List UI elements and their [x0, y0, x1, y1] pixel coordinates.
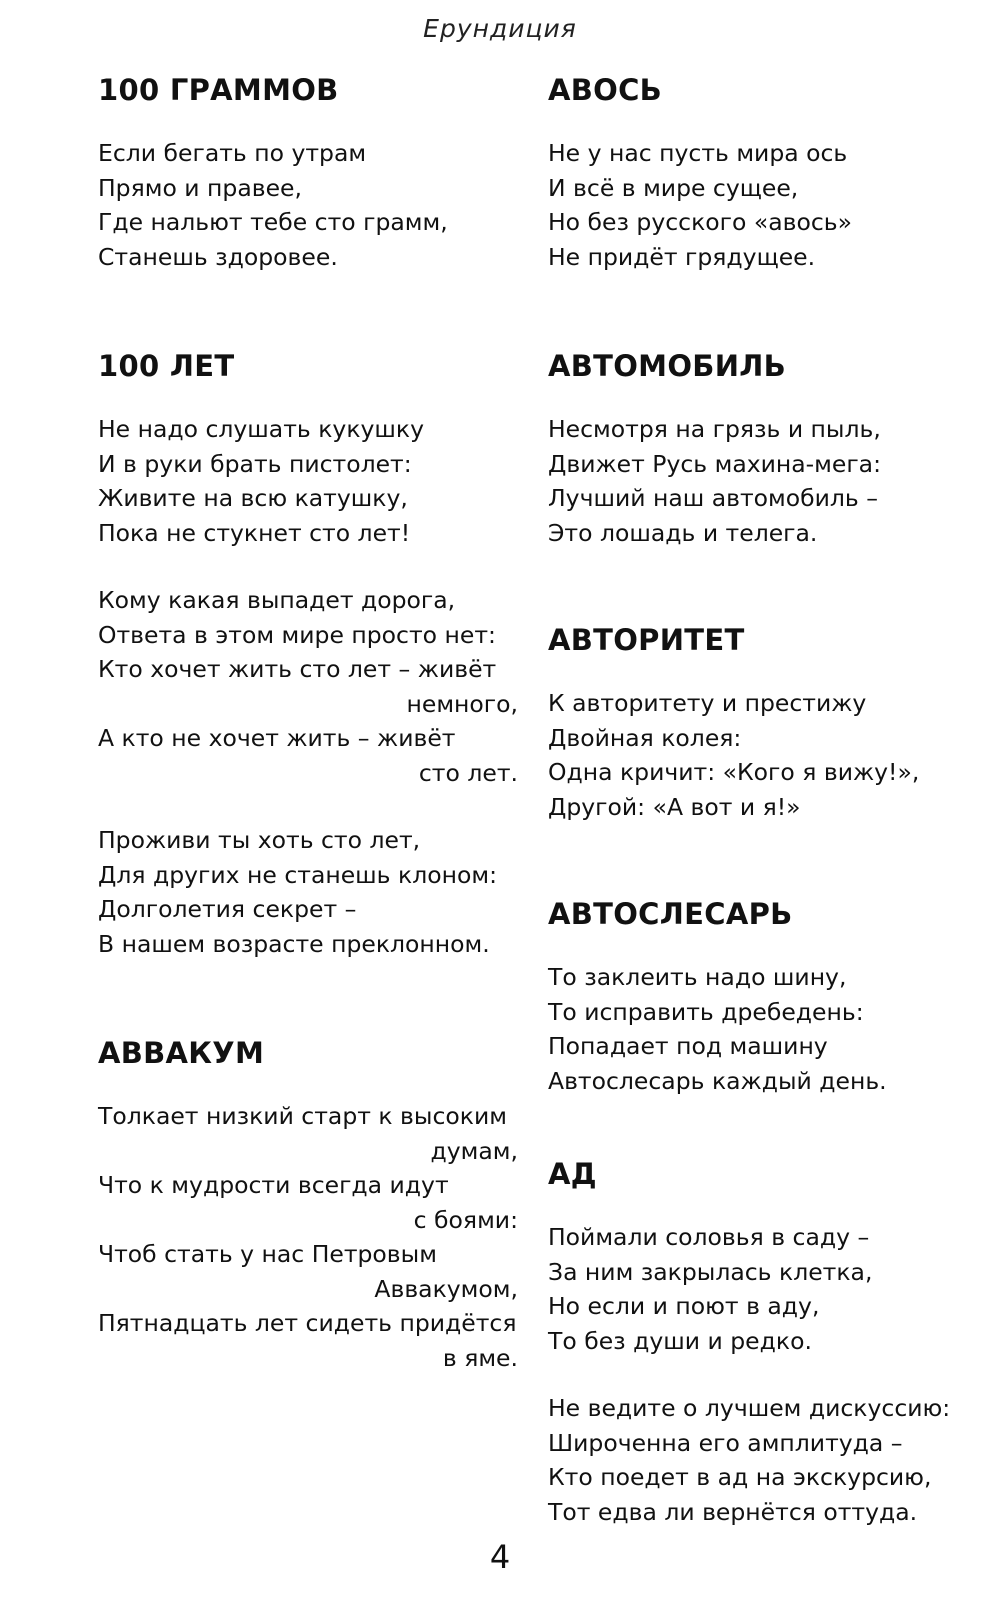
verse-line: Кто хочет жить сто лет – живёт — [98, 655, 497, 683]
verse-line: Другой: «А вот и я!» — [548, 792, 801, 821]
entry-avtoritet — [548, 622, 968, 824]
verse-line: Не ведите о лучшем дискуссию: — [548, 1394, 951, 1422]
verse-line: То исправить дребедень: — [548, 997, 864, 1026]
verse-line: Пятнадцать лет сидеть придётся — [98, 1309, 517, 1337]
verse-line-continuation: сто лет. — [418, 758, 518, 787]
verse-line: Что к мудрости всегда идут — [98, 1171, 449, 1199]
verse-line: Чтоб стать у нас Петровым — [98, 1240, 437, 1268]
verse-line-continuation: думам, — [430, 1136, 518, 1165]
verse-line: В нашем возрасте преклонном. — [98, 929, 490, 958]
verse-line: Несмотря на грязь и пыль, — [548, 415, 881, 443]
verse-line-continuation: с боями: — [413, 1205, 518, 1234]
right-column — [548, 72, 968, 1529]
entry-100-let — [98, 348, 518, 961]
verse-line-continuation: Аввакумом, — [374, 1274, 518, 1303]
verse-line: Ответа в этом мире просто нет: — [98, 620, 496, 649]
verse-line: Движет Русь махина-мега: — [548, 449, 881, 478]
entry-title: АВТОМОБИЛЬ — [548, 349, 787, 383]
verse-line-continuation: в яме. — [442, 1343, 518, 1372]
verse-line: Лучший наш автомобиль – — [548, 484, 878, 512]
stanza — [548, 136, 968, 274]
stanza — [98, 136, 518, 274]
verse-line: Станешь здоровее. — [98, 242, 338, 271]
verse-line: К авторитету и престижу — [548, 689, 867, 717]
entry-ad — [548, 1156, 968, 1529]
stanza — [98, 823, 518, 961]
verse-line: И всё в мире сущее, — [548, 173, 799, 202]
verse-line: Проживи ты хоть сто лет, — [98, 826, 421, 854]
verse-line: Но без русского «авось» — [548, 208, 853, 236]
stanza — [548, 1391, 968, 1529]
entry-title: АД — [548, 1157, 597, 1191]
entry-title: АВТОРИТЕТ — [548, 623, 745, 657]
verse-line-continuation: немного, — [406, 689, 518, 718]
verse-line: Долголетия секрет – — [98, 895, 357, 923]
verse-line: Двойная колея: — [548, 723, 742, 752]
verse-line: Прямо и правее, — [98, 173, 302, 202]
verse-line: Кто поедет в ад на экскурсию, — [548, 1463, 932, 1491]
verse-line: А кто не хочет жить – живёт — [98, 724, 456, 752]
verse-line: Одна кричит: «Кого я вижу!», — [548, 758, 920, 786]
verse-line: Поймали соловья в саду – — [548, 1223, 870, 1251]
verse-line: Не придёт грядущее. — [548, 242, 816, 271]
entry-title: АВОСЬ — [548, 73, 663, 107]
verse-line: Для других не станешь клоном: — [98, 860, 497, 889]
verse-line: Живите на всю катушку, — [98, 484, 408, 512]
verse-line: Кому какая выпадет дорога, — [98, 586, 456, 614]
page-number: 4 — [489, 1538, 511, 1576]
verse-line: Не у нас пусть мира ось — [548, 139, 848, 167]
verse-line: Толкает низкий старт к высоким — [98, 1102, 507, 1130]
entry-avtoslesar — [548, 896, 968, 1098]
entry-title: АВТОСЛЕСАРЬ — [548, 897, 793, 931]
entry-avvakum — [98, 1035, 518, 1375]
verse-line: Тот едва ли вернётся оттуда. — [548, 1497, 918, 1526]
entry-100-grammov — [98, 72, 518, 274]
verse-line: Где нальют тебе сто грамм, — [98, 208, 448, 236]
entry-title: 100 ГРАММОВ — [98, 73, 339, 107]
stanza — [548, 686, 968, 824]
stanza — [98, 583, 518, 790]
left-column — [98, 72, 518, 1375]
verse-line: Это лошадь и телега. — [548, 518, 818, 547]
verse-line: То без души и редко. — [548, 1326, 812, 1355]
entry-avos — [548, 72, 968, 274]
verse-line: Но если и поют в аду, — [548, 1292, 820, 1320]
verse-line: Пока не стукнет сто лет! — [98, 518, 411, 547]
entry-avtomobil — [548, 348, 968, 550]
entry-title: АВВАКУМ — [98, 1036, 265, 1070]
verse-line: Автослесарь каждый день. — [548, 1066, 887, 1095]
verse-line: Не надо слушать кукушку — [98, 415, 425, 443]
verse-line: За ним закрылась клетка, — [548, 1257, 873, 1286]
entry-title: 100 ЛЕТ — [98, 349, 235, 383]
stanza — [548, 960, 968, 1098]
verse-line: Если бегать по утрам — [98, 139, 367, 167]
stanza — [98, 1099, 518, 1375]
verse-line: И в руки брать пистолет: — [98, 449, 412, 478]
stanza — [98, 412, 518, 550]
verse-line: То заклеить надо шину, — [548, 963, 847, 991]
stanza — [548, 412, 968, 550]
verse-line: Попадает под машину — [548, 1032, 828, 1060]
stanza — [548, 1220, 968, 1358]
verse-line: Широченна его амплитуда – — [548, 1428, 903, 1457]
running-header: Ерундиция — [423, 14, 577, 43]
